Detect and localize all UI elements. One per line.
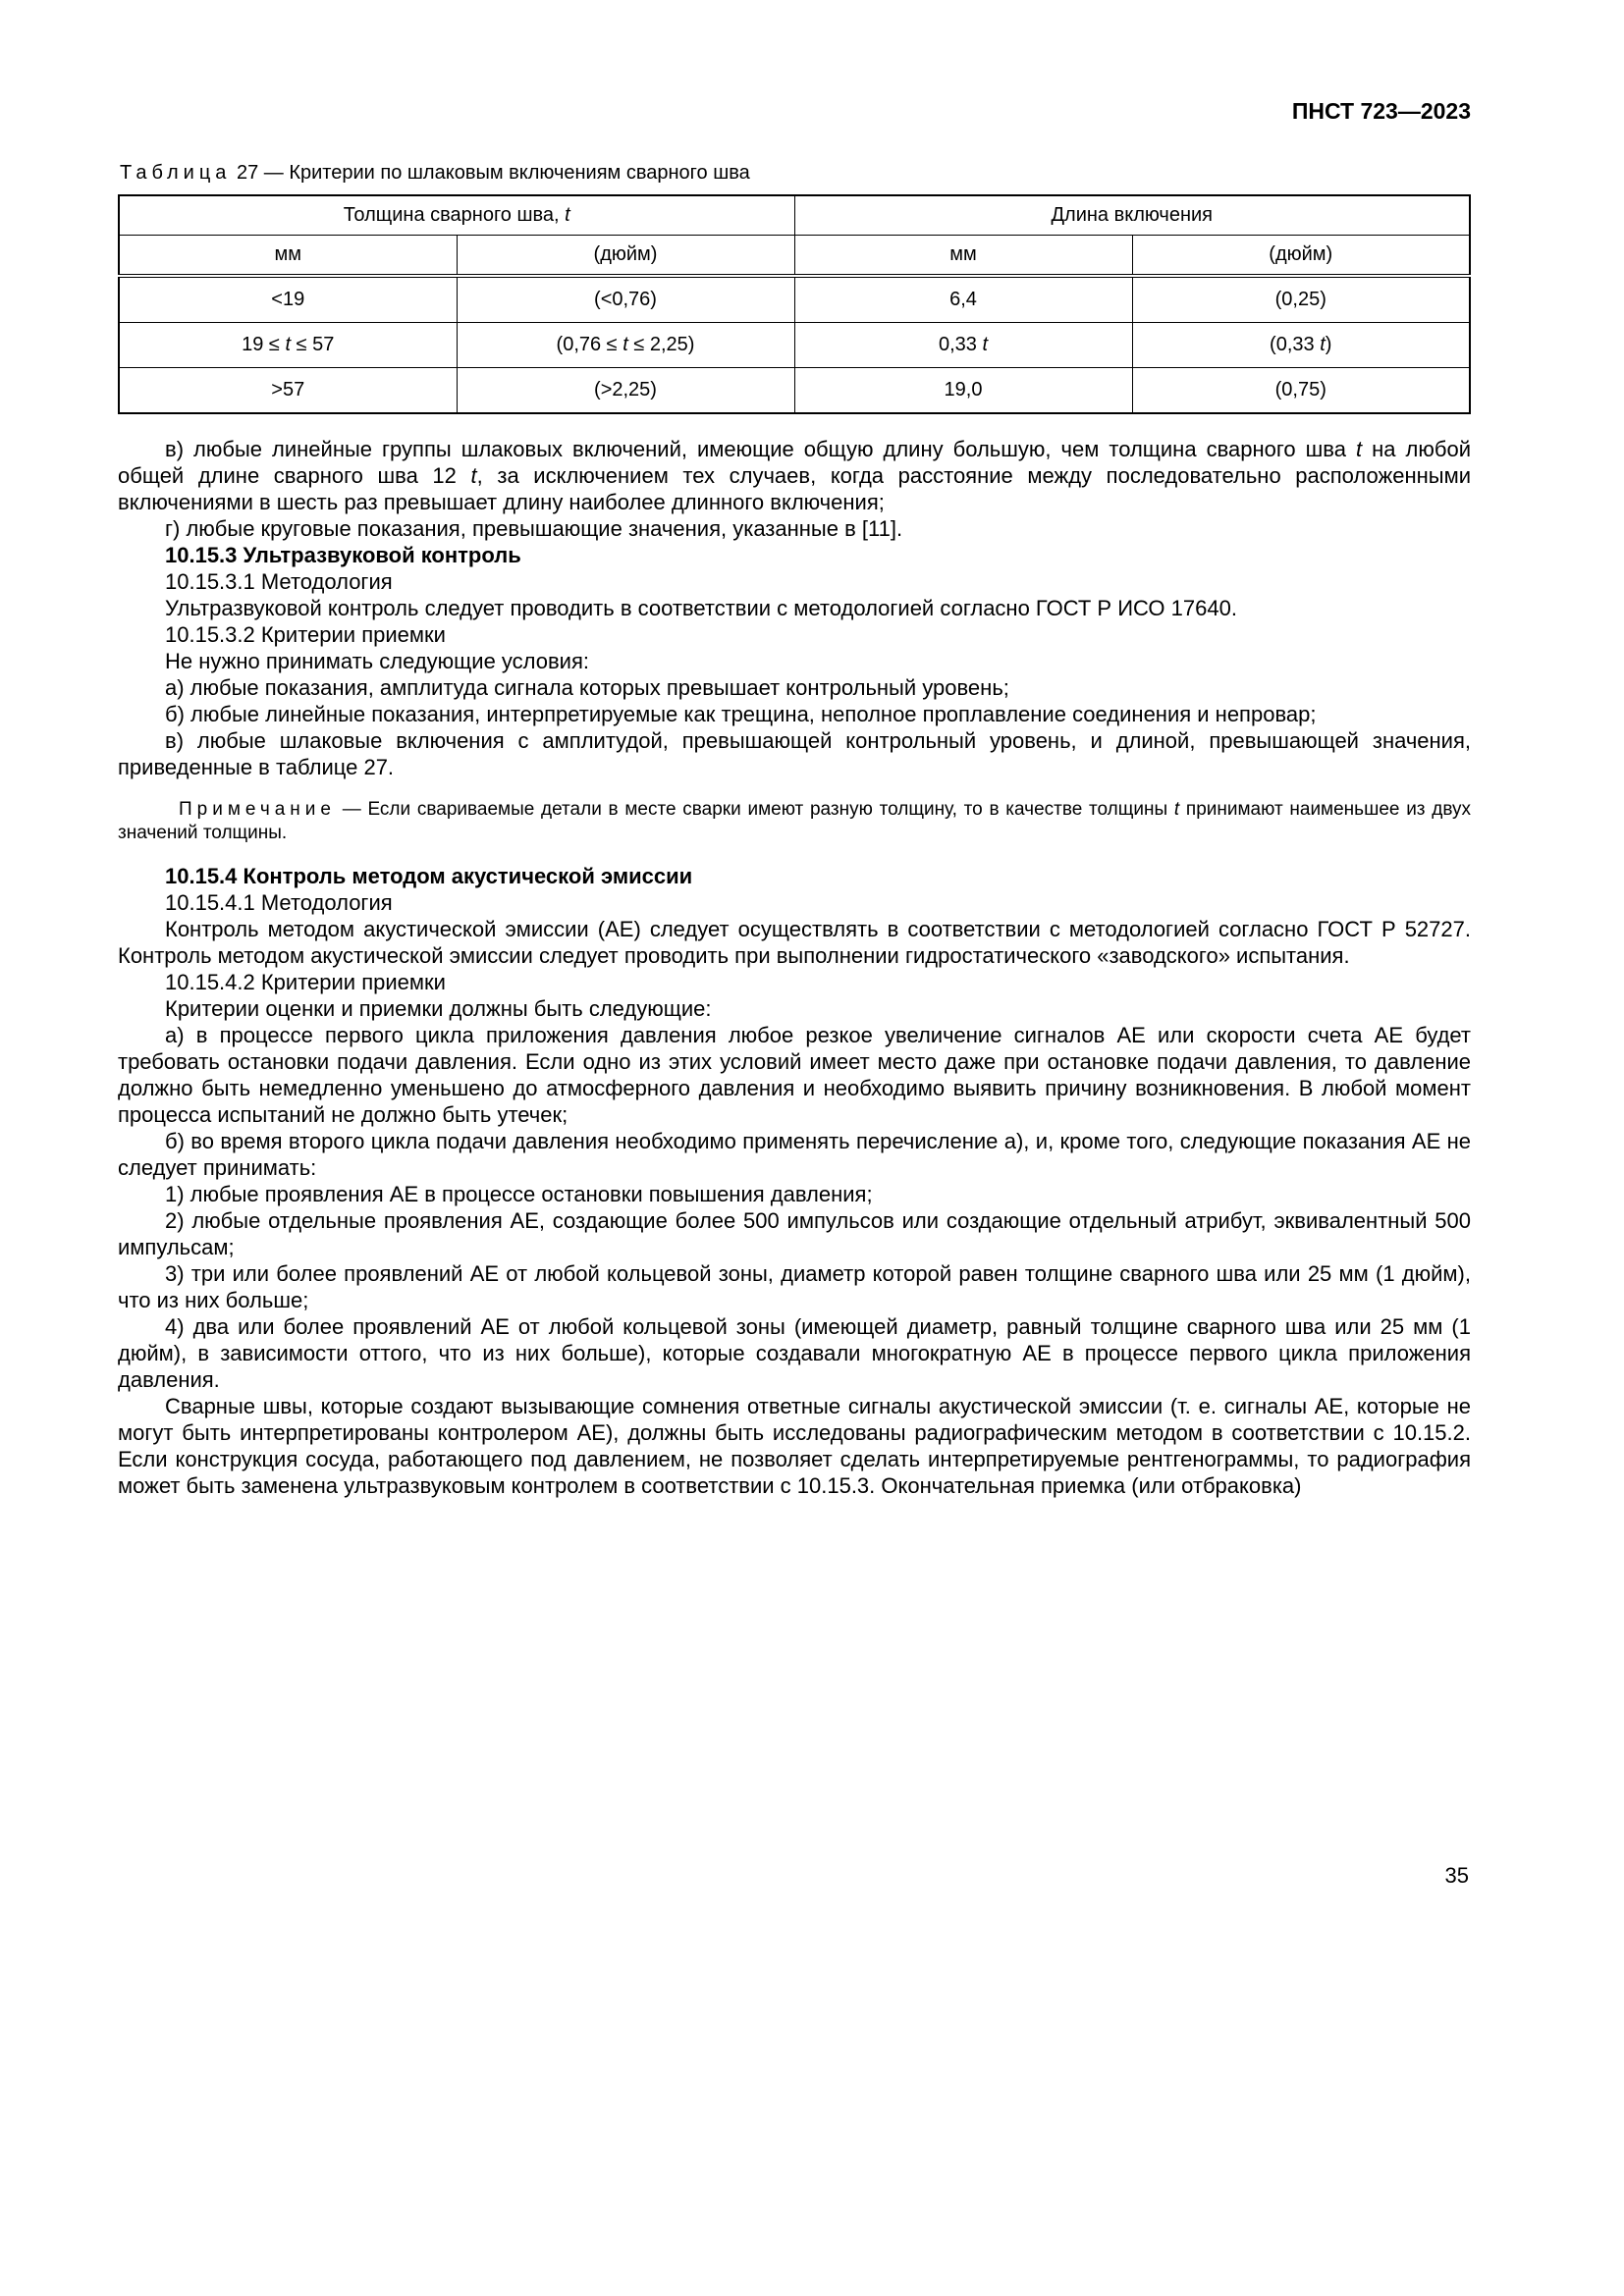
unit-header-inch-1: (дюйм) bbox=[457, 236, 794, 277]
paragraph-final: Сварные швы, которые создают вызывающие сомнения ответные сигналы акустической эмиссии (т. е. сигналы АЕ, которые не могут быть интерпретированы контролером АЕ), должны быть исследованы радиографическим методом в соответствии с 10.15.2. Если конструкция сосуда, работающего под давлением, не позволяет сделать интерпретируемые рентгенограммы, то радиография может быть заменена ультразвуковым контролем в соответствии с 10.15.3. Окончательная приемка (или отбраковка) bbox=[118, 1394, 1471, 1498]
unit-header-inch-2: (дюйм) bbox=[1132, 236, 1470, 277]
page-number: 35 bbox=[1444, 1863, 1469, 1888]
sublist-item-2: 2) любые отдельные проявления АЕ, создающие более 500 импульсов или создающие отдельный атрибут, эквивалентный 500 импульсам; bbox=[118, 1208, 1471, 1259]
table-row bbox=[119, 276, 1470, 323]
table-cell: 0,33 t bbox=[794, 323, 1132, 368]
heading-10-15-4-2: 10.15.4.2 Критерии приемки bbox=[165, 970, 446, 994]
paragraph-ae-intro: Критерии оценки и приемки должны быть следующие: bbox=[165, 996, 712, 1021]
sublist-item-1: 1) любые проявления АЕ в процессе остановки повышения давления; bbox=[165, 1182, 873, 1206]
table-27-units-row bbox=[119, 236, 1470, 277]
heading-10-15-3-1: 10.15.3.1 Методология bbox=[165, 569, 393, 594]
table-27-group-header-row bbox=[119, 195, 1470, 236]
list-item-ae-a: а) в процессе первого цикла приложения давления любое резкое увеличение сигналов АЕ или скорости счета АЕ будет требовать остановки подачи давления. Если одно из этих условий имеет место даже при остановке подачи давления, то давление должно быть немедленно уменьшено до атмосферного давления и необходимо выявить причину возникновения. В любой момент процесса испытаний не должно быть утечек; bbox=[118, 1023, 1471, 1127]
table-cell: (0,25) bbox=[1132, 276, 1470, 323]
table-cell: (0,75) bbox=[1132, 368, 1470, 414]
paragraph-list-v: в) любые линейные группы шлаковых включений, имеющие общую длину большую, чем толщина сварного шва t на любой общей длине сварного шва 12 t, за исключением тех случаев, когда расстояние между последовательно расположенными включениями в шесть раз превышает длину наиболее длинного включения; bbox=[118, 437, 1471, 514]
list-item-ae-b: б) во время второго цикла подачи давления необходимо применять перечисление а), и, кроме того, следующие показания АЕ не следует принимать: bbox=[118, 1129, 1471, 1180]
paragraph-ultrasonic-intro: Не нужно принимать следующие условия: bbox=[165, 649, 589, 673]
body-text bbox=[118, 436, 1471, 1499]
sublist-item-4: 4) два или более проявлений АЕ от любой кольцевой зоны (имеющей диаметр, равный толщине сварного шва или 25 мм (1 дюйм), в зависимости оттого, что из них больше), которые создавали многократную АЕ в процессе первого цикла приложения давления. bbox=[118, 1314, 1471, 1392]
note-text: — Если свариваемые детали в месте сварки имеют разную толщину, то в качестве толщины t принимают наименьшее из двух значений толщины. bbox=[118, 799, 1472, 843]
table-cell: 19,0 bbox=[794, 368, 1132, 414]
heading-10-15-3-2: 10.15.3.2 Критерии приемки bbox=[165, 622, 446, 647]
table-cell: <19 bbox=[119, 276, 457, 323]
heading-10-15-4: 10.15.4 Контроль методом акустической эмиссии bbox=[165, 864, 693, 888]
paragraph-ae-methodology: Контроль методом акустической эмиссии (АЕ) следует осуществлять в соответствии с методологией согласно ГОСТ Р 52727. Контроль методом акустической эмиссии следует проводить при выполнении гидростатического «заводского» испытания. bbox=[118, 917, 1471, 968]
table-cell: (<0,76) bbox=[457, 276, 794, 323]
table-caption bbox=[120, 162, 1471, 185]
list-item-us-a: а) любые показания, амплитуда сигнала которых превышает контрольный уровень; bbox=[165, 675, 1009, 700]
heading-10-15-4-1: 10.15.4.1 Методология bbox=[165, 890, 393, 915]
table-cell: (>2,25) bbox=[457, 368, 794, 414]
table-cell: 6,4 bbox=[794, 276, 1132, 323]
heading-10-15-3: 10.15.3 Ультразвуковой контроль bbox=[165, 543, 521, 567]
column-group-length: Длина включения bbox=[794, 195, 1470, 236]
table-cell: >57 bbox=[119, 368, 457, 414]
table-27 bbox=[118, 194, 1471, 414]
sublist-item-3: 3) три или более проявлений АЕ от любой кольцевой зоны, диаметр которой равен толщине сварного шва или 25 мм (1 дюйм), что из них больше; bbox=[118, 1261, 1471, 1312]
doc-code-header: ПНСТ 723—2023 bbox=[1291, 98, 1471, 124]
table-caption-title: 27 — Критерии по шлаковым включениям сварного шва bbox=[236, 162, 750, 184]
unit-header-mm-1: мм bbox=[119, 236, 457, 277]
note bbox=[118, 798, 1471, 845]
table-cell: 19 ≤ t ≤ 57 bbox=[119, 323, 457, 368]
unit-header-mm-2: мм bbox=[794, 236, 1132, 277]
table-row bbox=[119, 368, 1470, 414]
column-group-thickness: Толщина сварного шва, t bbox=[119, 195, 794, 236]
paragraph-ultrasonic-methodology: Ультразвуковой контроль следует проводить в соответствии с методологией согласно ГОСТ Р ИСО 17640. bbox=[165, 596, 1237, 620]
paragraph-list-g: г) любые круговые показания, превышающие значения, указанные в [11]. bbox=[165, 516, 903, 541]
page-content bbox=[118, 98, 1471, 1499]
list-item-us-v: в) любые шлаковые включения с амплитудой, превышающей контрольный уровень, и длиной, превышающей значения, приведенные в таблице 27. bbox=[118, 728, 1471, 779]
list-item-us-b: б) любые линейные показания, интерпретируемые как трещина, неполное проплавление соединения и непровар; bbox=[165, 702, 1317, 726]
note-word: Примечание bbox=[179, 799, 336, 820]
table-row bbox=[119, 323, 1470, 368]
table-cell: (0,33 t) bbox=[1132, 323, 1470, 368]
table-caption-word: Таблица bbox=[120, 162, 232, 184]
table-cell: (0,76 ≤ t ≤ 2,25) bbox=[457, 323, 794, 368]
